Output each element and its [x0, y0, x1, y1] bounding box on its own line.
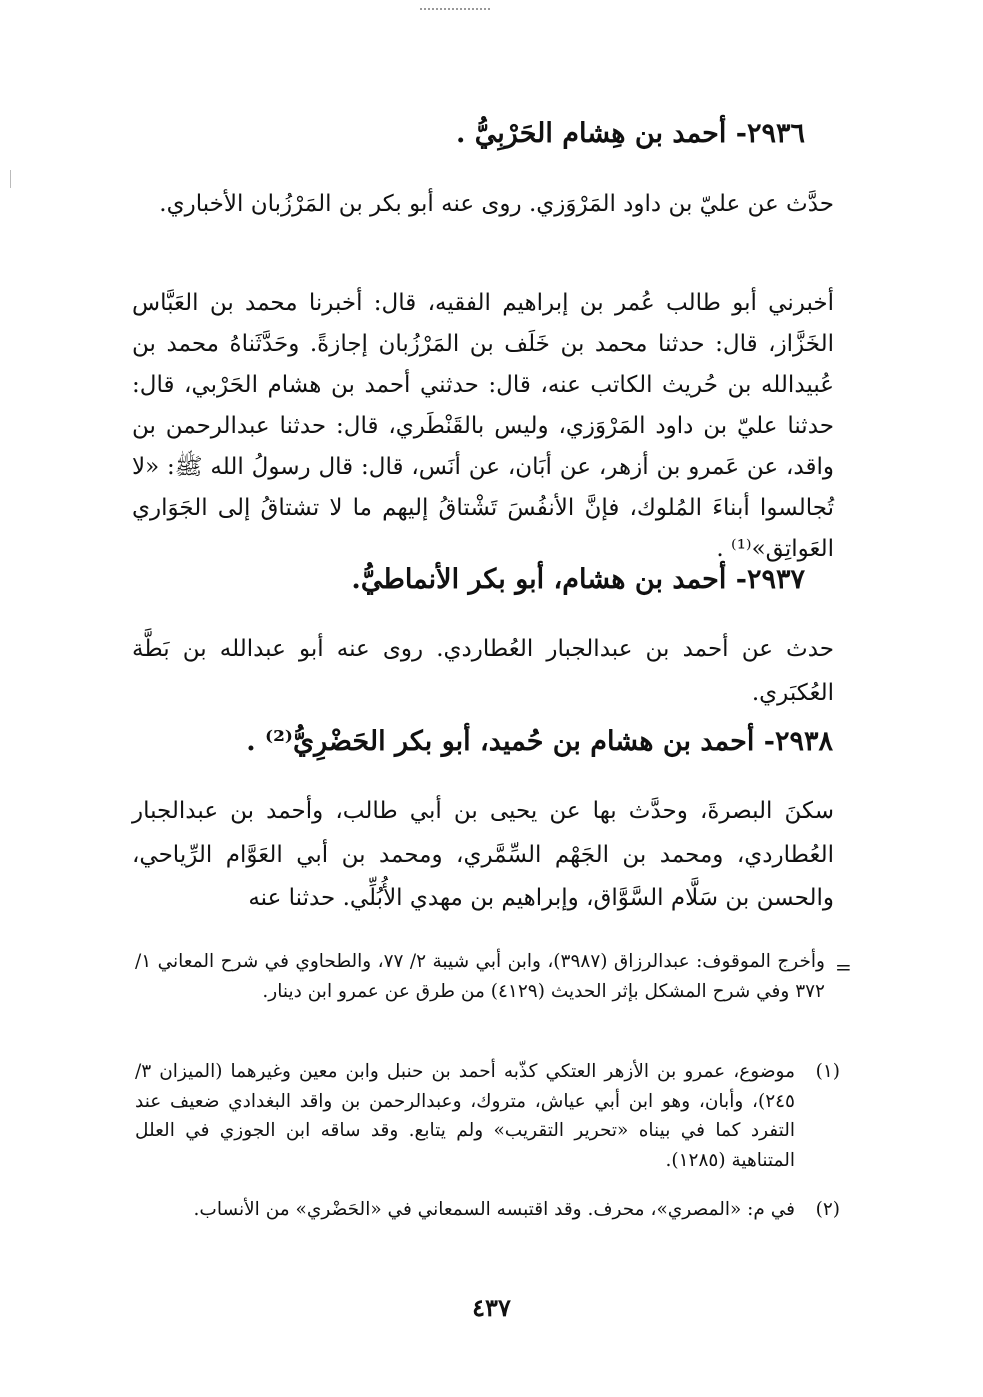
footnote-1-text: موضوع، عمرو بن الأزهر العتكي كذّبه أحمد بن حنبل وابن معين وغيرهما (الميزان ٣/ ٢٤٥)، وأبان، وهو ابن أبي عياش، متروك، وعبدالرحمن بن واقد البغدادي ضعيف عند التفرد كما في بيناه «تحرير التقريب» ولم يتابع. وقد ساقه ابن الجوزي في العلل المتناهية (١٢٨٥).: [135, 1061, 795, 1171]
entry-heading-2938: ٢٩٣٨- أحمد بن هشام بن حُميد، أبو بكر الحَضْرِيُّ⁽²⁾ .: [246, 726, 833, 757]
scan-artifact-top: [420, 8, 490, 10]
entry-2936-paragraph-1: حدَّث عن عليّ بن داود المَرْوَزي. روى عنه أبو بكر بن المَرْزُبان الأخباري.: [159, 191, 834, 217]
footnote-continuation: وأخرج الموقوف: عبدالرزاق (٣٩٨٧)، وابن أبي شيبة ٢/ ٧٧، والطحاوي في شرح المعاني ١/ ٣٧٢ وفي شرح المشكل بإثر الحديث (٤١٢٩) من طرق عن عمرو ابن دينار.: [135, 951, 825, 1002]
page-number: ٤٣٧: [472, 1293, 511, 1322]
entry-heading-2936: ٢٩٣٦- أحمد بن هِشام الحَرْبِيُّ .: [455, 118, 805, 149]
entry-2936-paragraph-2: أخبرني أبو طالب عُمر بن إبراهيم الفقيه، قال: أخبرنا محمد بن العَبَّاس الخَزَّاز، قال: حدثنا محمد بن خَلَف بن المَرْزُبان إجازةً. وحَدَّثَناهُ محمد بن عُبيدالله بن حُريث الكاتب عنه، قال: حدثني أحمد بن هشام الحَرْبي، قال: حدثنا عليّ بن داود المَرْوَزي، وليس بالقَنْطَري، قال: حدثنا عبدالرحمن بن واقد، عن عَمرو بن أزهر، عن أبَان، عن أنَس، قال: قال رسولُ الله ﷺ: «لا تُجالسوا أبناءَ المُلوك، فإنَّ الأنفُسَ تَشْتاقُ إليهم ما لا تشتاقُ إلى الجَوَاري العَواتِق»⁽¹⁾ .: [132, 290, 834, 562]
scan-artifact-left: [10, 170, 11, 188]
footnote-2-label: (٢): [815, 1199, 840, 1220]
footnote-continuation-mark: =: [835, 955, 852, 979]
entry-2937-paragraph-1: حدث عن أحمد بن عبدالجبار العُطاردي. روى عنه أبو عبدالله بن بَطَّة العُكبَري.: [132, 636, 834, 706]
footnote-1: [135, 1057, 840, 1175]
entry-heading-2937: ٢٩٣٧- أحمد بن هشام، أبو بكر الأنماطيُّ.: [351, 564, 805, 595]
footnote-1-label: (١): [815, 1061, 840, 1082]
entry-2938-paragraph-1: سكنَ البصرةَ، وحدَّث بها عن يحيى بن أبي طالب، وأحمد بن عبدالجبار العُطاردي، ومحمد بن الجَهْم السِّمَّري، ومحمد بن أبي العَوَّام الرِّياحي، والحسن بن سَلَّام السَّوَّاق، وإبراهيم بن مهدي الأُبُلِّي. حدثنا عنه: [132, 798, 834, 911]
footnote-2: [135, 1195, 840, 1225]
footnote-2-text: في م: «المصري»، محرف. وقد اقتبسه السمعاني في «الحَضْري» من الأنساب.: [193, 1199, 795, 1220]
